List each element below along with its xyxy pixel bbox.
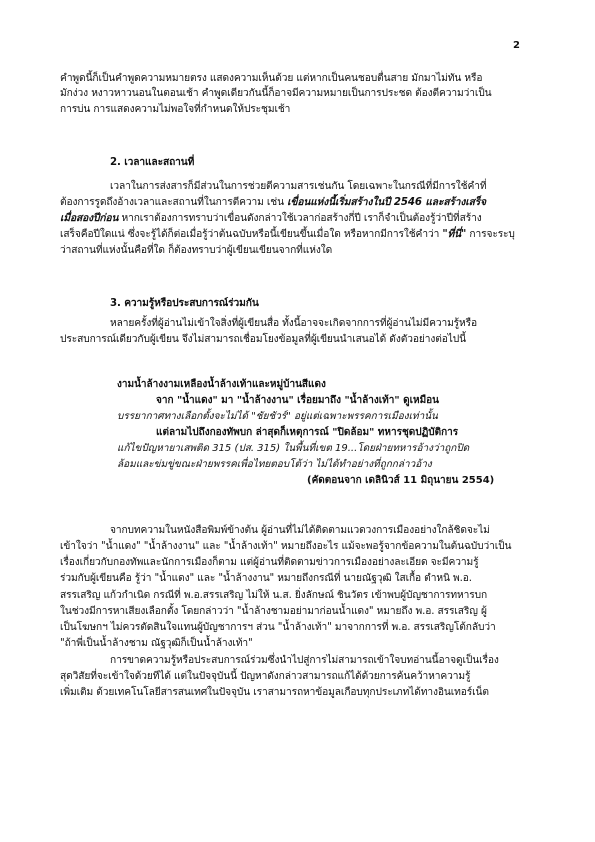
paragraph-line: สรรเสริญ แก้วกำเนิด กรณีที่ พ.อ.สรรเสริญ ไม่ให้ น.ส. ยิ่งลักษณ์ ชินวัตร เข้าพบผู้บัญชาการทหารบก [60, 590, 488, 601]
section-heading-3: 3. ความรู้หรือประสบการณ์ร่วมกัน [110, 298, 259, 309]
paragraph-line: การบ่น การแสดงความไม่พอใจที่กำหนดให้ประชุมเช้า [60, 104, 291, 115]
paragraph-line: ร่วมกับผู้เขียนคือ รู้ว่า "น้ำแดง" และ "น้ำล้างงาน" หมายถึงกรณีที่ นายณัฐวุฒิ ใสเกื้อ ตำหนิ พ.อ. [60, 573, 472, 584]
paragraph-line: เข้าใจว่า "น้ำแดง" "น้ำล้างงาน" และ "น้ำล้างเท้า" หมายถึงอะไร แม้จะพอรู้จากข้อความในต้นฉบับว่าเป็น [60, 541, 512, 552]
quote-line: แก้ไขปัญหายาเสพติด 315 (ปส. 315) ในพื้นที่เขต 19...โดยฝ่ายทหารอ้างว่าถูกปิด [117, 443, 470, 454]
paragraph-line: คำพูดนี้ก็เป็นคำพูดความหมายตรง แสดงความเห็นด้วย แต่หากเป็นคนชอบตื่นสาย มักมาไม่ทัน หรือ [60, 73, 483, 84]
paragraph-line: มักง่วง หงาวหาวนอนในตอนเช้า คำพูดเดียวกันนี้ก็อาจมีความหมายเป็นการประชด ต้องตีความว่าเป็น [60, 88, 492, 99]
paragraph-line: ว่าสถานที่แห่งนั้นคือที่ใด ก็ต้องทราบว่าผู้เขียนเขียนจากที่แห่งใด [60, 245, 333, 256]
page-number: 2 [513, 40, 520, 51]
quote-line: จาก "น้ำแดง" มา "น้ำล้างงาน" เรื่อยมาถึง "น้ำล้างเท้า" ดูเหมือน [156, 395, 440, 406]
paragraph-line: สุดวิสัยที่จะเข้าใจด้วยทีได้ แต่ในปัจจุบันนี้ ปัญหาดังกล่าวสามารถแก้ได้ด้วยการค้นคว้าหาความรู้ [60, 671, 471, 682]
paragraph-line: จากบทความในหนังสือพิมพ์ข้างต้น ผู้อ่านที่ไม่ได้ติดตามแวดวงการเมืองอย่างใกล้ชิดจะไม่ [110, 525, 490, 536]
quote-source: (คัดตอนจาก เดลินิวส์ 11 มิถุนายน 2554) [307, 475, 495, 486]
paragraph-line: เรื่องเกี่ยวกับกองทัพและนักการเมืองก็ตาม แต่ผู้อ่านที่ติดตามข่าวการเมืองอย่างละเอียด จะมีความรู้ [60, 557, 479, 568]
paragraph-line: ประสบการณ์เดียวกับผู้เขียน จึงไม่สามารถเชื่อมโยงข้อมูลที่ผู้เขียนนำเสนอได้ ดังตัวอย่างต่อไปนี้ [60, 334, 467, 345]
quote-title: งามน้ำล้างงามเหลืองน้ำล้างเท้าและหมู่บ้านสีแดง [117, 379, 326, 390]
section-heading-2: 2. เวลาและสถานที่ [110, 157, 195, 168]
paragraph-line: การขาดความรู้หรือประสบการณ์ร่วมซึ่งนำไปสู่การไม่สามารถเข้าใจบทอ่านนี้อาจดูเป็นเรื่อง [110, 655, 499, 666]
paragraph-line: "ถ้าพี่เป็นน้ำล้างชาม ณัฐวุฒิก็เป็นน้ำล้างเท้า" [60, 638, 253, 649]
quote-line: ล้อมและข่มขู่ขณะฝ่ายพรรคเพื่อไทยตอบโต้ว่า ไม่ได้ทำอย่างที่ถูกกล่าวอ้าง [117, 459, 432, 470]
paragraph-line: เสร็จคือปีใดแน่ ซึ่งจะรู้ได้ก็ต่อเมื่อรู้ว่าต้นฉบับหรือนี้เขียนขึ้นเมื่อใด หรือหากมีการใช้คำว่า "ที่นี่" การจะระบุ [60, 229, 515, 240]
paragraph-line: เป็นโฆษกฯ ไม่ควรตัดสินใจแทนผู้บัญชาการฯ ส่วน "น้ำล้างเท้า" มาจากการที่ พ.อ. สรรเสริญโต้กลับว่า [60, 622, 496, 633]
paragraph-line: เมื่อสองปีก่อน หากเราต้องการทราบว่าเขื่อนดังกล่าวใช้เวลาก่อสร้างกี่ปี เราก็จำเป็นต้องรู้ว่าปีที่สร้าง [60, 213, 482, 224]
paragraph-line: เวลาในการส่งสารก็มีส่วนในการช่วยตีความสารเช่นกัน โดยเฉพาะในกรณีที่มีการใช้คำที่ [110, 181, 487, 192]
paragraph-line: ต้องการรูดถึงอ้างเวลาและสถานที่ในการตีความ เช่น เขื่อนแห่งนี้เริ่มสร้างในปี 2546 และสร้างเสร็จ [60, 197, 487, 208]
paragraph-line: เพิ่มเติม ด้วยเทคโนโลยีสารสนเทศในปัจจุบัน เราสามารถหาข้อมูลเกือบทุกประเภทได้ทางอินเทอร์เน็ต [60, 687, 489, 698]
quote-line: บรรยากาศทางเลือกตั้งจะไม่ได้ "ชัยชัวร์" อยู่แต่เฉพาะพรรคการเมืองเท่านั้น [117, 411, 438, 422]
paragraph-line: ในช่วงมีการหาเสียงเลือกตั้ง โดยกล่าวว่า "น้ำล้างชามอย่ามาก่อนน้ำแดง" หมายถึง พ.อ. สรรเสริญ ผู้ [60, 606, 487, 617]
paragraph-line: หลายครั้งที่ผู้อ่านไม่เข้าใจสิ่งที่ผู้เขียนสื่อ ทั้งนี้อาจจะเกิดจากการที่ผู้อ่านไม่มีความรู้หรือ [110, 318, 478, 329]
quote-line: แต่ลามไปถึงกองทัพบก ล่าสุดก็เหตุการณ์ "ปิดล้อม" ทหารชุดปฏิบัติการ [156, 427, 459, 438]
